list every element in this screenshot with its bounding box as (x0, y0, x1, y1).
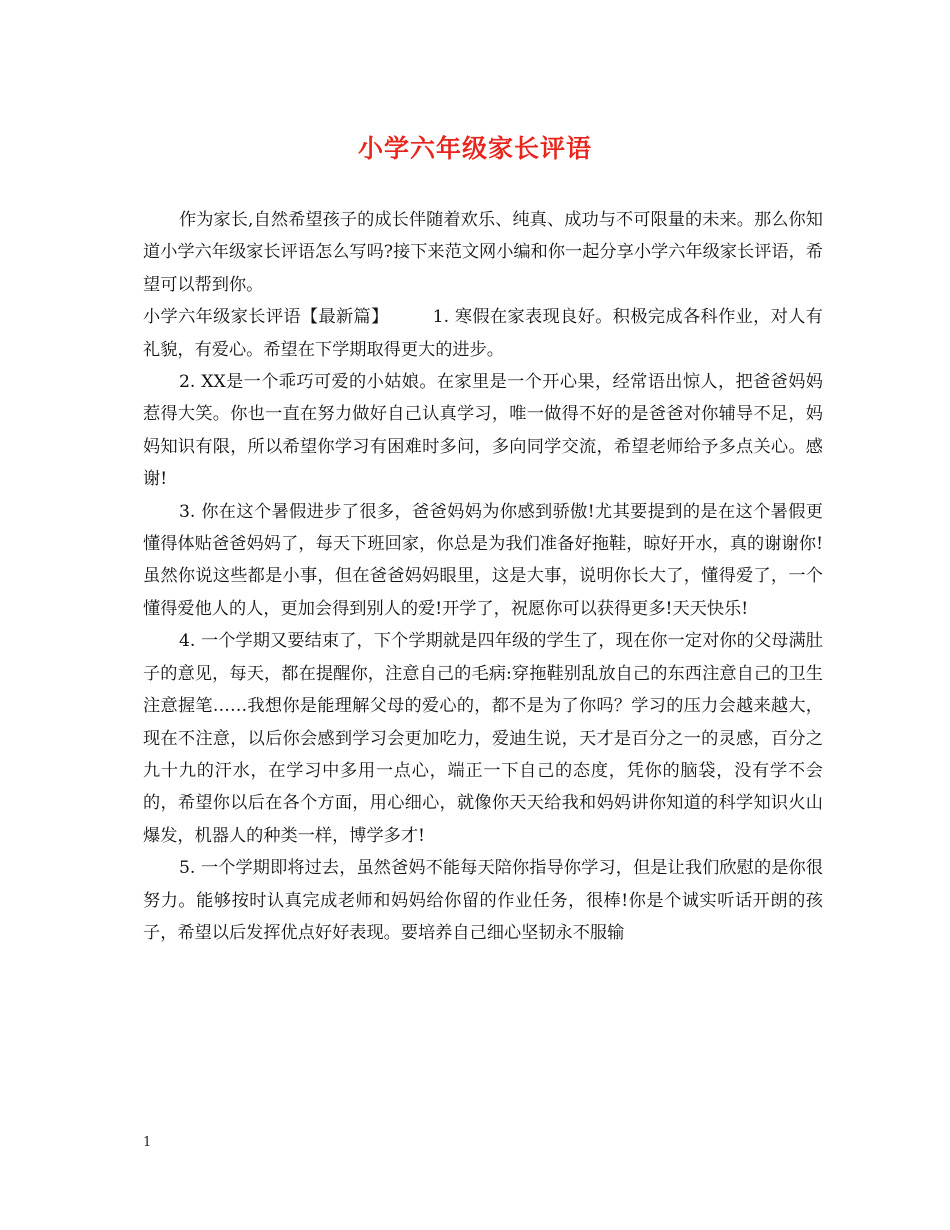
page-number: 1 (143, 1135, 152, 1150)
comment-item-5: 5. 一个学期即将过去，虽然爸妈不能每天陪你指导你学习，但是让我们欣慰的是你很努力。能够按时认真完成老师和妈妈给你留的作业任务，很棒!你是个诚实听话开朗的孩子，希望以后发挥优点好好表现。要培养自己细心坚韧永不服输 (143, 858, 823, 943)
comment-item-3: 3. 你在这个暑假进步了很多，爸爸妈妈为你感到骄傲!尤其要提到的是在这个暑假更懂得体贴爸爸妈妈了，每天下班回家，你总是为我们准备好拖鞋，晾好开水，真的谢谢你!虽然你说这些都是小事，但在爸爸妈妈眼里，这是大事，说明你长大了，懂得爱了，一个懂得爱他人的人，更加会得到别人的爱!开学了，祝愿你可以获得更多!天天快乐! (143, 501, 823, 619)
document-body (143, 204, 823, 949)
section-heading: 小学六年级家长评语【最新篇】 (143, 307, 389, 328)
comment-item-4: 4. 一个学期又要结束了，下个学期就是四年级的学生了，现在你一定对你的父母满肚子的意见，每天，都在提醒你，注意自己的毛病:穿拖鞋别乱放自己的东西注意自己的卫生注意握笔……我想你是能理解父母的爱心的，都不是为了你吗？学习的压力会越来越大，现在不注意，以后你会感到学习会更加吃力，爱迪生说，天才是百分之一的灵感，百分之九十九的汗水，在学习中多用一点心，端正一下自己的态度，凭你的脑袋，没有学不会的，希望你以后在各个方面，用心细心，就像你天天给我和妈妈讲你知道的科学知识火山爆发，机器人的种类一样，博学多才! (143, 631, 823, 846)
section-paragraph (143, 301, 823, 366)
intro-paragraph: 作为家长,自然希望孩子的成长伴随着欢乐、纯真、成功与不可限量的未来。那么你知道小学六年级家长评语怎么写吗?接下来范文网小编和你一起分享小学六年级家长评语，希望可以帮到你。 (143, 210, 823, 295)
document-title: 小学六年级家长评语 (357, 134, 592, 163)
comment-item-2: 2. XX是一个乖巧可爱的小姑娘。在家里是一个开心果，经常语出惊人，把爸爸妈妈惹得大笑。你也一直在努力做好自己认真学习，唯一做得不好的是爸爸对你辅导不足，妈妈知识有限，所以希望你学习有困难时多问，多向同学交流，希望老师给予多点关心。感谢! (143, 372, 823, 490)
comment-item-1: 1. 寒假在家表现良好。积极完成各科作业，对人有礼貌，有爱心。希望在下学期取得更大的进步。 (143, 307, 823, 360)
